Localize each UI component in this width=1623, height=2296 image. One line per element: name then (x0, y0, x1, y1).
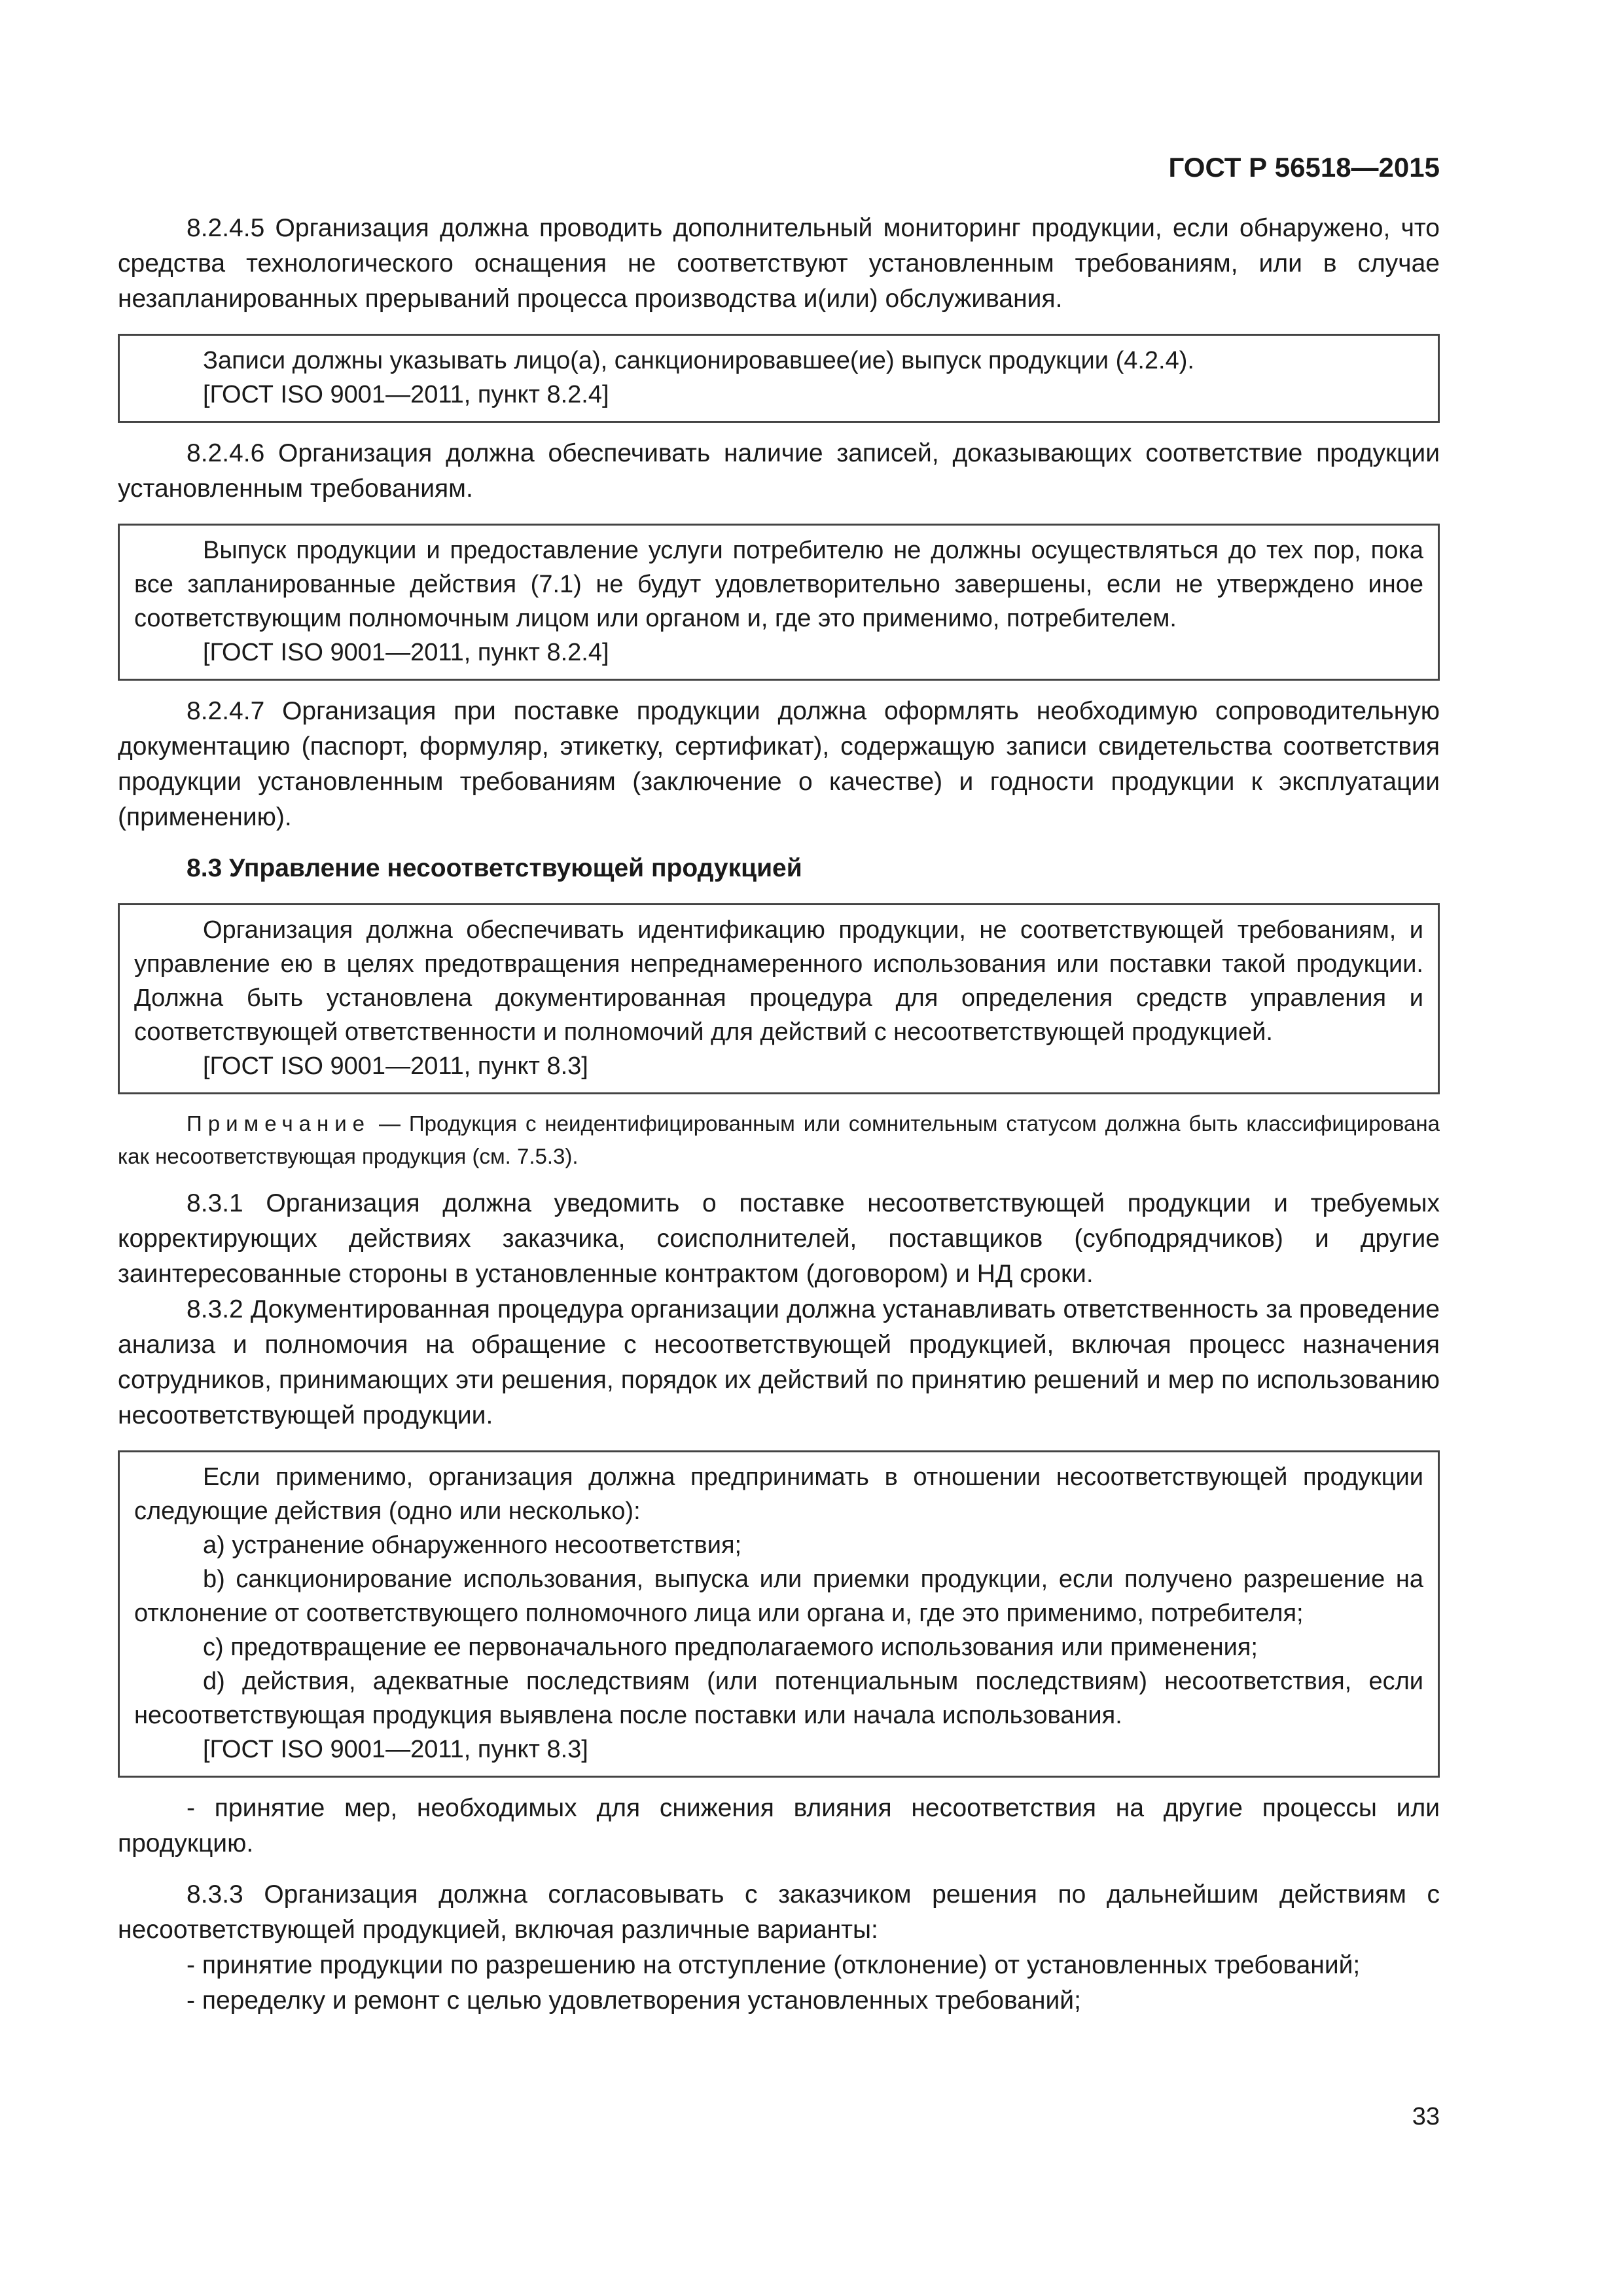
quote-item-b: b) санкционирование использования, выпуска или приемки продукции, если получено разрешение на отклонение от соответствующего полномочного лица или органа и, где это применимо, потребителя; (134, 1566, 1423, 1627)
quote-box-records (118, 334, 1440, 423)
dash-item-measures: - принятие мер, необходимых для снижения влияния несоответствия на другие процессы или продукцию. (118, 1794, 1440, 1857)
quote-item-d: d) действия, адекватные последствиям (или потенциальным последствиям) несоответствия, если несоответствующая продукция выявлена после поставки или начала использования. (134, 1668, 1423, 1729)
note (118, 1107, 1440, 1173)
section-heading-8-3: 8.3 Управление несоответствующей продукцией (187, 854, 802, 882)
note-label: Примечание (187, 1111, 371, 1136)
paragraph-8-3-2: 8.3.2 Документированная процедура организации должна устанавливать ответственность за проведение анализа и полномочия на обращение с несоответствующей продукцией, включая процесс назначения сотрудников, принимающих эти решения, порядок их действий по принятию решений и мер по использованию несоответствующей продукции. (118, 1295, 1440, 1429)
quote-source: [ГОСТ ISO 9001—2011, пункт 8.2.4] (203, 381, 609, 408)
quote-box-release (118, 524, 1440, 681)
quote-text: Организация должна обеспечивать идентификацию продукции, не соответствующей требованиям, и управление ею в целях предотвращения непреднамеренного использования или поставки такой продукции. Должна быть установлена документированная процедура для определения средств управления и соответствующей ответственности и полномочий для действий с несоответствующей продукцией. (134, 916, 1423, 1046)
paragraph-8-2-4-5: 8.2.4.5 Организация должна проводить дополнительный мониторинг продукции, если обнаружено, что средства технологического оснащения не соответствуют установленным требованиям, или в случае незапланированных прерываний процесса производства и(или) обслуживания. (118, 214, 1440, 313)
paragraph-8-2-4-7: 8.2.4.7 Организация при поставке продукции должна оформлять необходимую сопроводительную документацию (паспорт, формуляр, этикетку, сертификат), содержащую записи свидетельства соответствия продукции установленным требованиям (заключение о качестве) и годности продукции к эксплуатации (применению). (118, 697, 1440, 831)
quote-intro: Если применимо, организация должна предпринимать в отношении несоответствующей продукции следующие действия (одно или несколько): (134, 1463, 1423, 1525)
quote-box-actions (118, 1450, 1440, 1778)
note-text: — Продукция с неидентифицированным или сомнительным статусом должна быть классифицирована как несоответствующая продукция (см. 7.5.3). (118, 1111, 1440, 1168)
dash-item-rework: - переделку и ремонт с целью удовлетворения установленных требований; (187, 1986, 1081, 2015)
quote-item-c: c) предотвращение ее первоначального предполагаемого использования или применения; (203, 1634, 1258, 1661)
dash-item-accept: - принятие продукции по разрешению на отступление (отклонение) от установленных требований; (187, 1951, 1361, 1979)
quote-source: [ГОСТ ISO 9001—2011, пункт 8.2.4] (203, 639, 609, 666)
paragraph-8-3-1: 8.3.1 Организация должна уведомить о поставке несоответствующей продукции и требуемых корректирующих действиях заказчика, соисполнителей, поставщиков (субподрядчиков) и другие заинтересованные стороны в установленные контрактом (договором) и НД сроки. (118, 1189, 1440, 1288)
quote-box-nonconforming (118, 903, 1440, 1094)
paragraph-8-2-4-6: 8.2.4.6 Организация должна обеспечивать наличие записей, доказывающих соответствие продукции установленным требованиям. (118, 439, 1440, 503)
quote-text: Записи должны указывать лицо(а), санкционировавшее(ие) выпуск продукции (4.2.4). (203, 347, 1194, 374)
page-number: 33 (1412, 2103, 1440, 2130)
quote-item-a: a) устранение обнаруженного несоответствия; (203, 1532, 742, 1559)
quote-source: [ГОСТ ISO 9001—2011, пункт 8.3] (203, 1052, 588, 1080)
quote-text: Выпуск продукции и предоставление услуги потребителю не должны осуществляться до тех пор, пока все запланированные действия (7.1) не будут удовлетворительно завершены, если не утверждено иное соответствующим полномочным лицом или органом и, где это применимо, потребителем. (134, 537, 1423, 632)
paragraph-8-3-3: 8.3.3 Организация должна согласовывать с заказчиком решения по дальнейшим действиям с несоответствующей продукцией, включая различные варианты: (118, 1880, 1440, 1944)
quote-source: [ГОСТ ISO 9001—2011, пункт 8.3] (203, 1736, 588, 1763)
document-page (118, 151, 1440, 2018)
document-header: ГОСТ Р 56518—2015 (1168, 152, 1440, 183)
